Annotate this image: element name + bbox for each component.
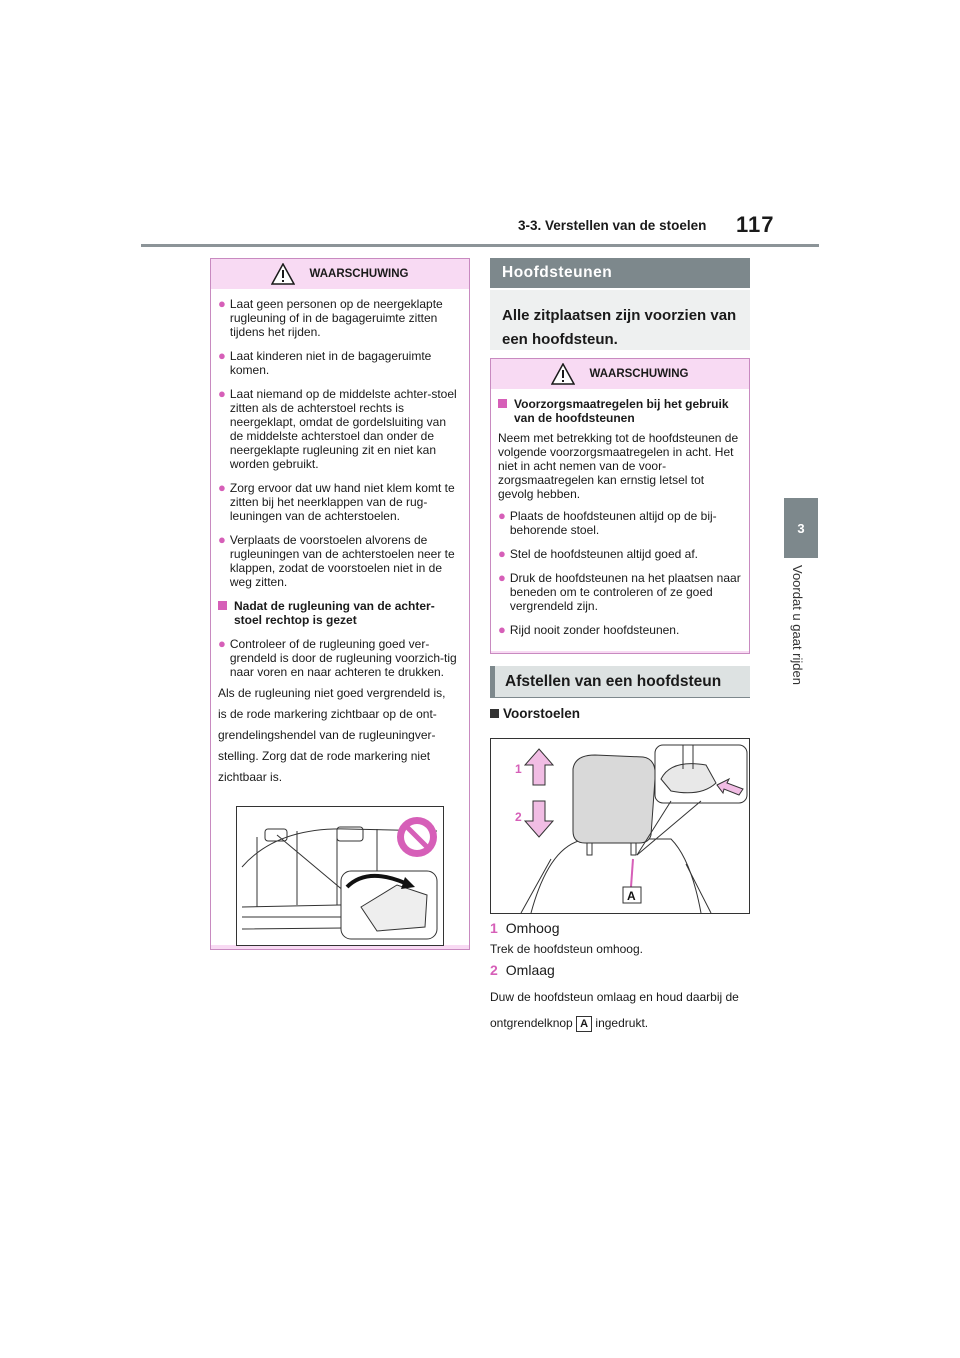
bullet-item: [218, 297, 462, 339]
bullet-dot-icon: ●: [498, 570, 506, 585]
button-inset: [655, 745, 747, 803]
bullet-dot-icon: ●: [218, 296, 226, 311]
step-label: Omlaag: [505, 962, 555, 978]
bullet-dot-icon: ●: [218, 348, 226, 363]
bullet-item: [218, 533, 462, 589]
step-2-description: [490, 984, 760, 1036]
section-title-hoofdsteunen: Hoofdsteunen: [490, 258, 750, 288]
warning-body: [491, 389, 749, 651]
step-number: 1: [490, 920, 498, 936]
step-label: Omhoog: [505, 920, 560, 936]
square-bullet-icon: [218, 601, 227, 610]
label-1: 1: [515, 762, 522, 776]
rear-seat-illustration: [236, 806, 444, 946]
square-bullet-icon: [490, 709, 499, 718]
explanation-paragraph: [218, 683, 462, 788]
page-number: 117: [736, 212, 775, 237]
key-a-marker: A: [576, 1016, 592, 1032]
warning-triangle-icon: [551, 363, 575, 385]
bullet-dot-icon: ●: [218, 636, 226, 651]
description-text: Duw de hoofdsteun omlaag en houd daarbij de ontgrendelknop: [490, 990, 739, 1030]
step-1: [490, 920, 560, 936]
chapter-label: Voordat u gaat rijden: [790, 565, 805, 685]
warning-title: WAARSCHUWING: [309, 268, 409, 280]
bullet-text: Zorg ervoor dat uw hand niet klem komt te zitten bij het neerklappen van de rug-leuningen van de achterstoelen.: [229, 481, 455, 523]
bullet-text: Laat geen personen op de neergeklapte rugleuning of in de bagageruimte zitten tijdens het rijden.: [229, 297, 443, 339]
bullet-dot-icon: ●: [498, 546, 506, 561]
bullet-dot-icon: ●: [218, 480, 226, 495]
warning-paragraph: Neem met betrekking tot de hoofdsteunen de volgende voorzorgsmaatregelen in acht. Het niet in acht nemen van de voor-zorgsmaatregelen kan ernstig letsel tot gevolg hebben.: [498, 431, 739, 501]
bullet-item: [498, 509, 742, 537]
bullet-dot-icon: ●: [498, 622, 506, 637]
warning-header: [491, 359, 749, 389]
headrest-illustration: [490, 738, 750, 914]
subsection-voorstoelen: [490, 706, 580, 721]
label-a: A: [627, 889, 636, 903]
paragraph-line: stelling. Zorg dat de rode markering niet: [218, 749, 431, 763]
bullet-text: Laat kinderen niet in de bagageruimte komen.: [229, 349, 432, 377]
square-bullet-icon: [498, 399, 507, 408]
bullet-item: [498, 547, 742, 561]
bullet-text: Verplaats de voorstoelen alvorens de rugleuningen van de achterstoelen neer te klappen, zodat de voorstoelen niet in de weg zitten.: [229, 533, 455, 589]
bullet-item: [218, 387, 462, 471]
bullet-dot-icon: ●: [218, 532, 226, 547]
subheading: [218, 599, 462, 627]
release-lever-inset: [341, 871, 437, 939]
bullet-text: Controleer of de rugleuning goed ver-grendeld is door de rugleuning voorzich-tig naar voren en naar achteren te drukken.: [229, 637, 457, 679]
step-number: 2: [490, 962, 498, 978]
bullet-item: [498, 623, 742, 637]
header-rule: [141, 244, 819, 247]
warning-header: [211, 259, 469, 289]
right-warning-box: [490, 358, 750, 654]
running-header: 3-3. Verstellen van de stoelen: [518, 218, 707, 233]
bullet-item: [218, 481, 462, 523]
bullet-item: [218, 349, 462, 377]
no-symbol-icon: [397, 817, 437, 857]
paragraph-line: Als de rugleuning niet goed vergrendeld is,: [218, 686, 446, 700]
label-2: 2: [515, 810, 522, 824]
bullet-text: Plaats de hoofdsteunen altijd op de bij-behorende stoel.: [509, 509, 717, 537]
description-text: ingedrukt.: [595, 1016, 649, 1030]
paragraph-line: grendelingshendel van de rugleuningver-: [218, 728, 436, 742]
section-title-afstellen: Afstellen van een hoofdsteun: [490, 666, 750, 698]
warning-title: WAARSCHUWING: [589, 368, 689, 380]
step-1-description: Trek de hoofdsteun omhoog.: [490, 942, 643, 956]
arrow-up-icon: [525, 749, 553, 785]
paragraph-line: zichtbaar is.: [218, 770, 283, 784]
chapter-tab: 3: [784, 498, 818, 558]
bullet-item: [498, 571, 742, 613]
subheading-text: Nadat de rugleuning van de achter-stoel rechtop is gezet: [234, 599, 435, 627]
bullet-dot-icon: ●: [218, 386, 226, 401]
warning-triangle-icon: [271, 263, 295, 285]
subheading-text: Voorzorgsmaatregelen bij het gebruik van de hoofdsteunen: [514, 397, 729, 425]
subsection-text: Voorstoelen: [503, 706, 581, 721]
paragraph-line: is de rode markering zichtbaar op de ont-: [218, 707, 437, 721]
bullet-text: Stel de hoofdsteunen altijd goed af.: [509, 547, 699, 561]
bullet-item: [218, 637, 462, 679]
bullet-text: Rijd nooit zonder hoofdsteunen.: [509, 623, 680, 637]
bullet-text: Druk de hoofdsteunen na het plaatsen naar beneden om te controleren of ze goed vergrendeld zijn.: [509, 571, 741, 613]
subheading: [498, 397, 742, 425]
intro-box: Alle zitplaatsen zijn voorzien van een hoofdsteun.: [490, 290, 750, 350]
step-2: [490, 962, 555, 978]
bullet-text: Laat niemand op de middelste achter-stoel zitten als de achterstoel rechts is neergeklapt, omdat de gordelsluiting van de middelste achterstoel dan onder de neergeklapte rugleuning zit en niet kan worden gebruikt.: [229, 387, 457, 471]
bullet-dot-icon: ●: [498, 508, 506, 523]
arrow-down-icon: [525, 801, 553, 837]
